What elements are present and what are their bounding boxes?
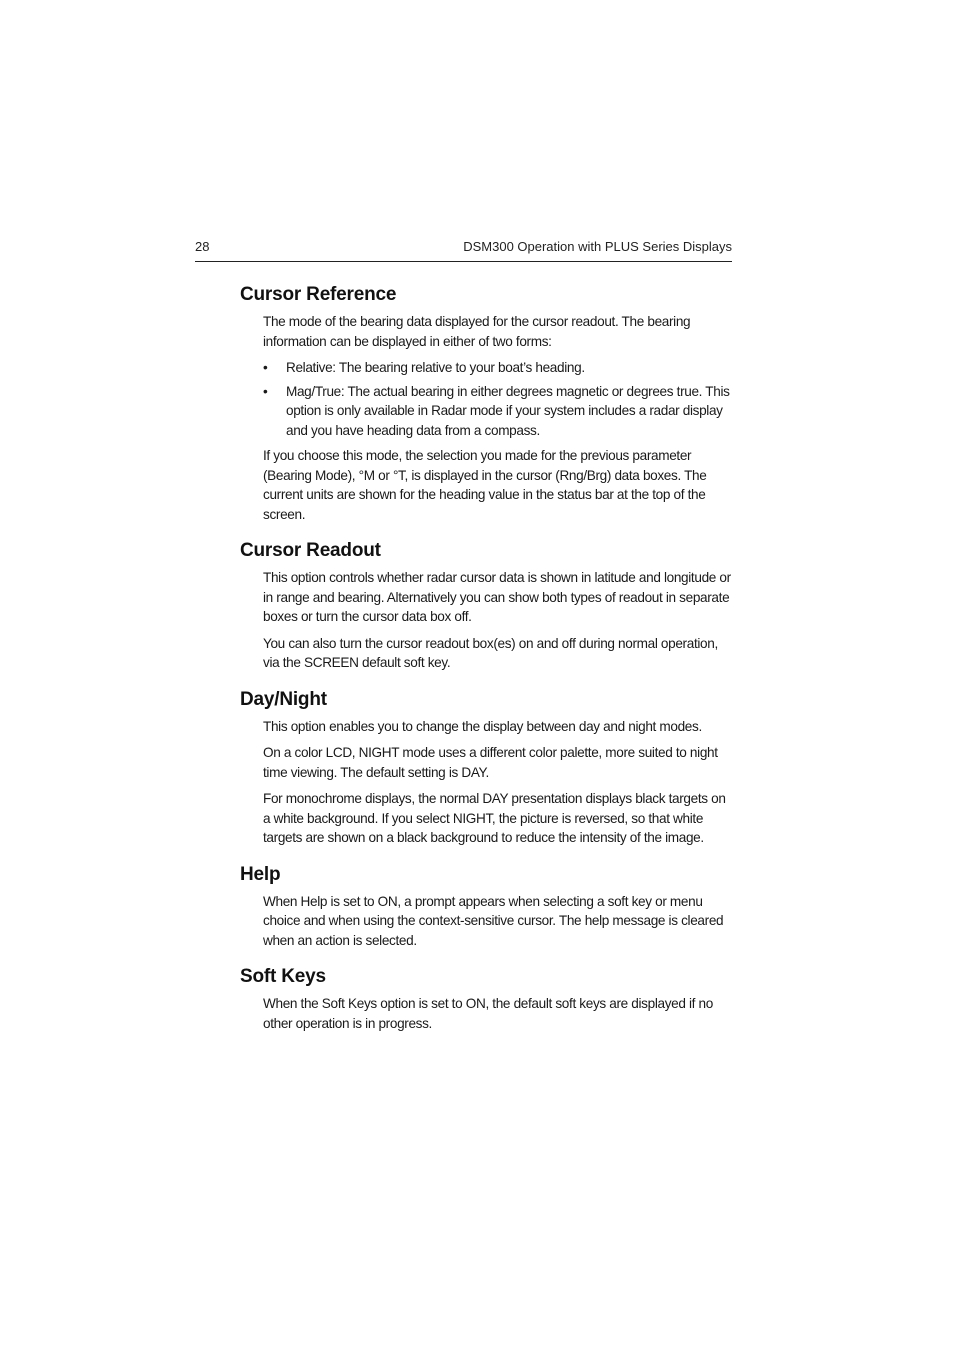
heading-cursor-reference: Cursor Reference [240,284,397,305]
heading-cursor-readout: Cursor Readout [240,540,381,561]
running-title: DSM300 Operation with PLUS Series Displays [463,239,732,254]
section-help [240,863,732,951]
section-body [263,892,732,951]
paragraph: The mode of the bearing data displayed for the cursor readout. The bearing information can be displayed in either of two forms: [263,314,691,349]
paragraph: This option enables you to change the display between day and night modes. [263,718,702,734]
page-header [195,237,732,262]
paragraph: For monochrome displays, the normal DAY presentation displays black targets on a white background. If you select NIGHT, the picture is reversed, so that white targets are shown on a black background to reduce the intensity of the image. [263,791,726,845]
list-item-text: Relative: The bearing relative to your boat’s heading. [286,360,585,375]
page-number: 28 [195,239,210,254]
bullet-list [263,358,732,440]
page-content [240,283,732,1048]
section-body [263,312,732,524]
list-item [263,382,732,441]
paragraph: You can also turn the cursor readout box(es) on and off during normal operation, via the SCREEN default soft key. [263,635,718,670]
section-cursor-readout [240,539,732,673]
bullet-icon: • [263,360,268,375]
heading-soft-keys: Soft Keys [240,966,326,987]
paragraph: If you choose this mode, the selection you made for the previous parameter (Bearing Mode), °M or °T, is displayed in the cursor (Rng/Brg) data boxes. The current units are shown for the heading value in the status bar at the top of the screen. [263,448,707,522]
section-soft-keys [240,965,732,1033]
section-body [263,994,732,1033]
paragraph: On a color LCD, NIGHT mode uses a different color palette, more suited to night time viewing. The default setting is DAY. [263,745,718,780]
paragraph: When Help is set to ON, a prompt appears when selecting a soft key or menu choice and when using the context-sensitive cursor. The help message is cleared when an action is selected. [263,893,724,948]
paragraph: When the Soft Keys option is set to ON, the default soft keys are displayed if no other operation is in progress. [263,996,713,1031]
list-item-text: Mag/True: The actual bearing in either degrees magnetic or degrees true. This option is only available in Radar mode if your system includes a radar display and you have heading data from a compass. [286,383,730,438]
list-item [263,358,732,378]
bullet-icon: • [263,383,268,399]
section-day-night [240,688,732,848]
section-body [263,568,732,673]
section-body [263,717,732,848]
heading-day-night: Day/Night [240,688,327,710]
heading-help: Help [240,863,281,885]
section-cursor-reference [240,283,732,524]
paragraph: This option controls whether radar cursor data is shown in latitude and longitude or in range and bearing. Alternatively you can show both types of readout in separate boxes or turn the cursor data box off. [263,570,731,624]
